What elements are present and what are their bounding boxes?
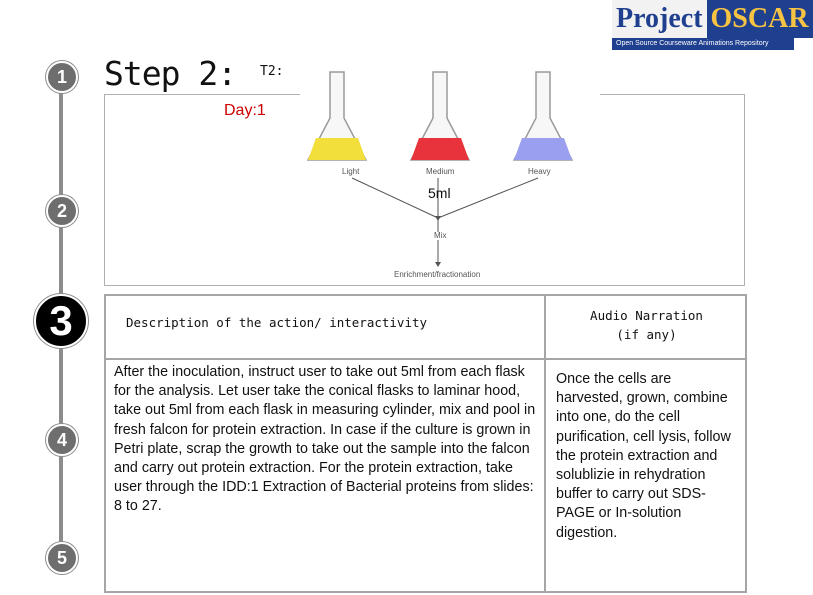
title-suffix: T2: — [260, 64, 284, 79]
flask-heavy-label: Heavy — [528, 167, 551, 176]
logo-subtitle: Open Source Courseware Animations Repository — [612, 38, 794, 50]
step-4-marker[interactable]: 4 — [46, 424, 78, 456]
audio-header-line1: Audio Narration — [590, 308, 703, 323]
logo-oscar-text: OSCAR — [707, 0, 813, 38]
flask-light-label: Light — [342, 167, 360, 176]
merge-arrowhead — [435, 216, 441, 221]
project-oscar-logo — [612, 0, 809, 52]
step-2-marker[interactable]: 2 — [46, 195, 78, 227]
description-text: After the inoculation, instruct user to take out 5ml from each flask for the analysis. Let user take the conical flasks to laminar hood, take out 5ml from each flask in measuring cylinder, mix and pool in fresh falcon for protein extraction. In case if the culture is grown in Petri plate, scrap the growth to take out the sample into the falcon and carry out protein extraction. For the protein extraction, take user through the IDD:1 Extraction of Bacterial proteins from slides: 8 to 27. — [114, 364, 536, 515]
table-header-divider — [106, 358, 745, 360]
logo-project-text: Project — [612, 0, 707, 38]
description-header: Description of the action/ interactivity — [126, 315, 428, 330]
audio-narration-header — [546, 306, 747, 344]
flask-mix-diagram — [300, 60, 600, 286]
description-table — [104, 294, 747, 593]
audio-narration-text: Once the cells are harvested, grown, combine into one, do the cell purification, cell lysis, follow the protein extraction and solublizie in rehydration buffer to carry out SDS-PAGE or In-solution digestion. — [556, 371, 731, 541]
page-title: Step 2: — [104, 54, 237, 93]
step-5-marker[interactable]: 5 — [46, 542, 78, 574]
mix-label: Mix — [434, 231, 447, 240]
flask-heavy-liquid — [514, 138, 572, 160]
step-3-marker-active[interactable]: 3 — [34, 294, 88, 348]
diagram-top-mask — [300, 60, 600, 100]
step-1-marker[interactable]: 1 — [46, 61, 78, 93]
day-label: Day:1 — [224, 102, 266, 119]
flask-medium-label: Medium — [426, 167, 455, 176]
flask-medium-liquid — [411, 138, 469, 160]
audio-header-line2: (if any) — [616, 327, 677, 342]
mix-arrowhead — [435, 262, 441, 267]
flask-light-liquid — [308, 138, 366, 160]
enrichment-label: Enrichment/fractionation — [394, 270, 481, 279]
volume-label: 5ml — [428, 185, 451, 201]
